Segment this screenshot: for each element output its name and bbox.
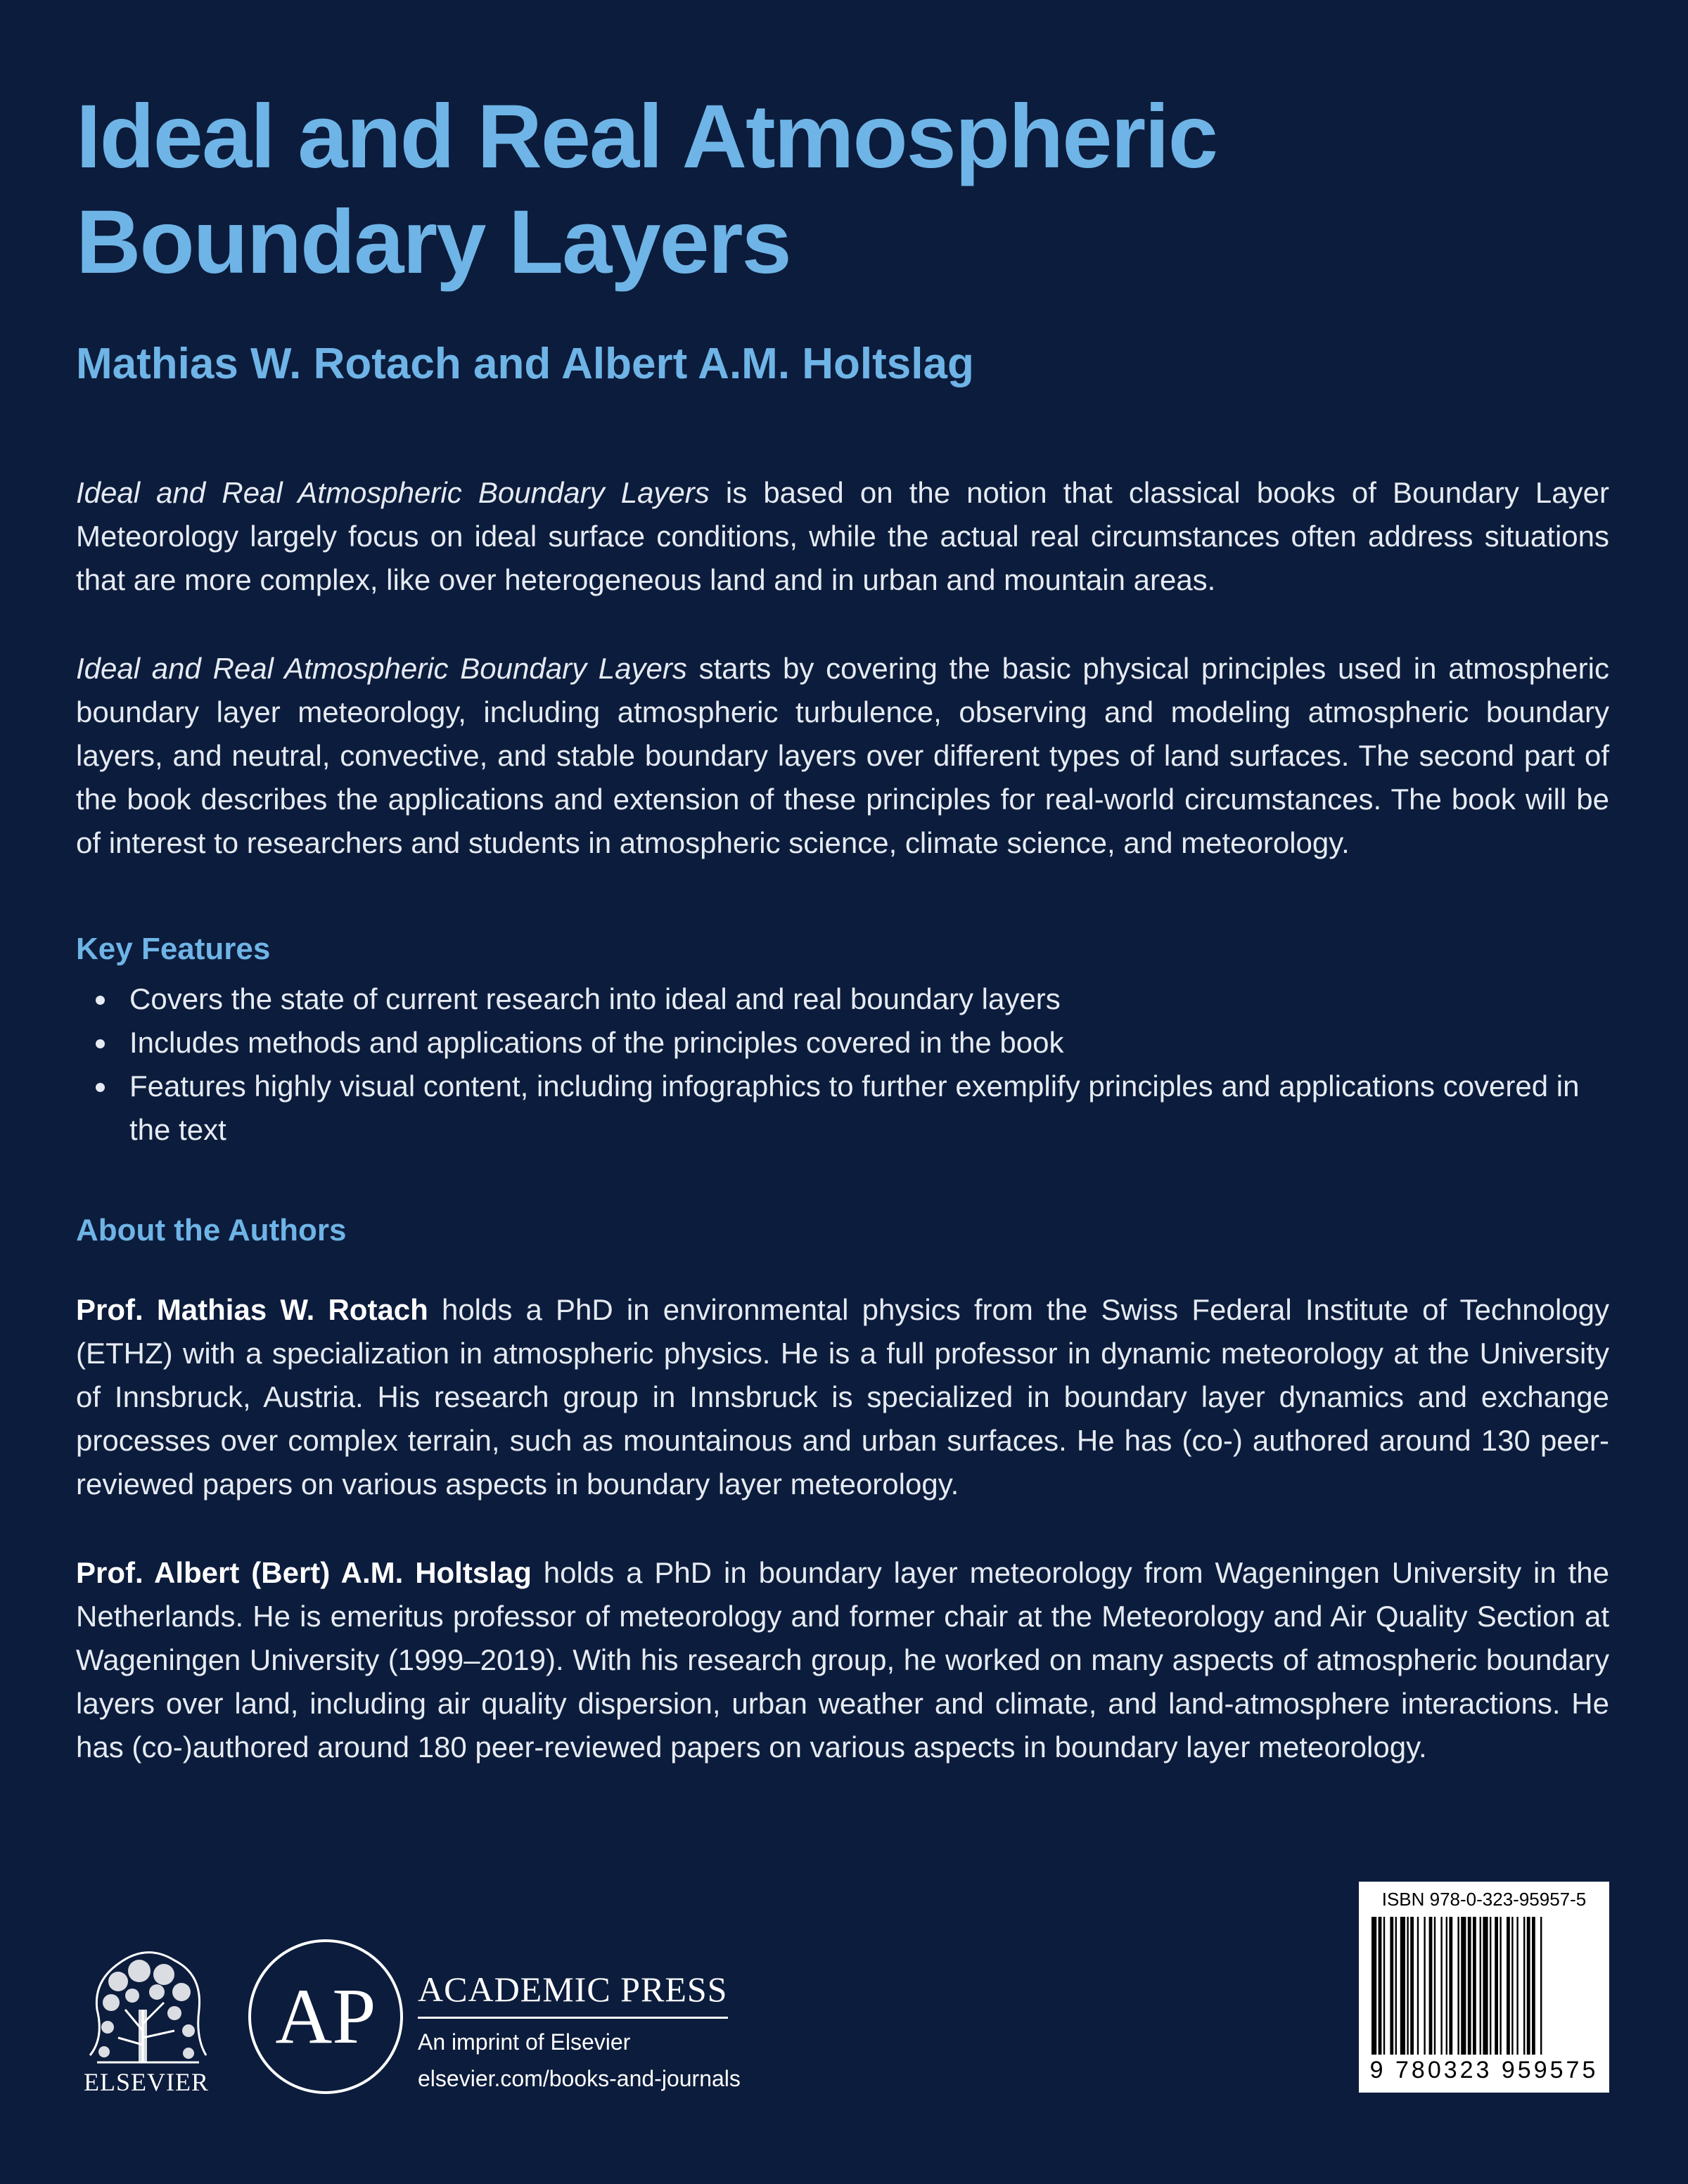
key-features-list (76, 977, 1609, 1152)
barcode-bars (1369, 1917, 1599, 2055)
barcode-bar (1434, 1917, 1436, 2055)
key-feature-text: Features highly visual content, including infographics to further exemplify principles and applications covered in the text (129, 1069, 1580, 1146)
key-feature-item (76, 1021, 1609, 1065)
book-title-line-1: Ideal and Real Atmospheric (76, 86, 1217, 187)
author-bio-holtslag (76, 1551, 1609, 1769)
barcode-bar (1473, 1917, 1476, 2055)
about-authors-heading: About the Authors (76, 1213, 347, 1247)
barcode-bar (1516, 1917, 1518, 2055)
barcode-bar (1483, 1917, 1488, 2055)
barcode-bar (1523, 1917, 1525, 2055)
barcode-digits: 9 780323 959575 (1369, 2057, 1599, 2083)
barcode-bar (1507, 1917, 1510, 2055)
book-title-line-2: Boundary Layers (76, 192, 791, 293)
barcode-bar (1383, 1917, 1385, 2055)
description-2-book-title: Ideal and Real Atmospheric Boundary Layers (76, 652, 687, 685)
description-paragraph-2 (76, 647, 1609, 865)
book-title (76, 84, 1623, 295)
academic-press-logo (246, 1937, 405, 2096)
elsevier-wordmark: ELSEVIER (84, 2068, 209, 2096)
barcode-bar (1540, 1917, 1542, 2055)
barcode-bar (1495, 1917, 1498, 2055)
publisher-url: elsevier.com/books-and-journals (418, 2066, 741, 2091)
barcode-bar (1446, 1917, 1447, 2055)
academic-press-name: ACADEMIC PRESS (418, 1969, 728, 2019)
barcode-bar (1449, 1917, 1452, 2055)
barcode-bar (1395, 1917, 1397, 2055)
barcode-bar (1440, 1917, 1442, 2055)
description-1-text: is based on the notion that classical books of Boundary Layer Meteorology largely focus on ideal surface conditions, while the actual real circumstances often address situations that are more complex, like over heterogeneous land and in urban and mountain areas. (76, 476, 1609, 596)
barcode-bar (1490, 1917, 1491, 2055)
bullet-icon (96, 996, 105, 1005)
barcode-bar (1527, 1917, 1530, 2055)
barcode-bar (1532, 1917, 1535, 2055)
barcode-bar (1468, 1917, 1471, 2055)
author-name-rotach: Prof. Mathias W. Rotach (76, 1293, 428, 1326)
barcode-bar (1500, 1917, 1501, 2055)
barcode-bar (1429, 1917, 1433, 2055)
barcode-bar (1407, 1917, 1408, 2055)
book-authors: Mathias W. Rotach and Albert A.M. Holtslag (76, 340, 974, 388)
bullet-icon (96, 1039, 105, 1048)
barcode-bar (1390, 1917, 1393, 2055)
barcode-bar (1480, 1917, 1481, 2055)
key-feature-text: Covers the state of current research into ideal and real boundary layers (129, 982, 1061, 1015)
key-features-heading: Key Features (76, 932, 271, 966)
bullet-icon (96, 1083, 105, 1092)
barcode-bar (1511, 1917, 1513, 2055)
barcode-bar (1424, 1917, 1425, 2055)
key-feature-item (76, 1065, 1609, 1152)
isbn-barcode (1359, 1882, 1609, 2093)
author-bio-holtslag-text: holds a PhD in boundary layer meteorology from Wageningen University in the Netherlands. He is emeritus professor of meteorology and former chair at the Meteorology and Air Quality Section at Wageningen University (1999–2019). With his research group, he worked on many aspects of atmospheric boundary layers over land, including air quality dispersion, urban weather and climate, and land-atmosphere interactions. He has (co-)authored around 180 peer-reviewed papers on various aspects in boundary layer meteorology. (76, 1556, 1610, 1764)
description-paragraph-1 (76, 471, 1609, 602)
barcode-bar (1461, 1917, 1466, 2055)
author-bio-rotach-text: holds a PhD in environmental physics from the Swiss Federal Institute of Technology (ETHZ) with a specialization in atmospheric physics. He is a full professor in dynamic meteorology at the University of Innsbruck, Austria. His research group in Innsbruck is specialized in boundary layer dynamics and exchange processes over complex terrain, such as mountainous and urban surfaces. He has (co-) authored around 130 peer-reviewed papers on various aspects in boundary layer meteorology. (76, 1293, 1609, 1501)
key-feature-text: Includes methods and applications of the principles covered in the book (129, 1026, 1064, 1059)
isbn-label: ISBN 978-0-323-95957-5 (1381, 1889, 1587, 1910)
barcode-bar (1400, 1917, 1405, 2055)
description-1-book-title: Ideal and Real Atmospheric Boundary Layers (76, 476, 710, 509)
key-feature-item (76, 977, 1609, 1021)
author-name-holtslag: Prof. Albert (Bert) A.M. Holtslag (76, 1556, 532, 1589)
ap-monogram: AP (275, 1973, 376, 2060)
barcode-bar (1372, 1917, 1376, 2055)
barcode-bar (1417, 1917, 1419, 2055)
description-2-text: starts by covering the basic physical principles used in atmospheric boundary layer meteorology, including atmospheric turbulence, observing and modeling atmospheric boundary layers, and neutral, convective, and stable boundary layers over different types of land surfaces. The second part of the book describes the applications and extension of these principles for real-world circumstances. The book will be of interest to researchers and students in atmospheric science, climate science, and meteorology. (76, 652, 1609, 859)
barcode-bar (1410, 1917, 1414, 2055)
barcode-bar (1379, 1917, 1382, 2055)
barcode-bar (1457, 1917, 1459, 2055)
author-bio-rotach (76, 1288, 1609, 1506)
imprint-line: An imprint of Elsevier (418, 2029, 631, 2055)
